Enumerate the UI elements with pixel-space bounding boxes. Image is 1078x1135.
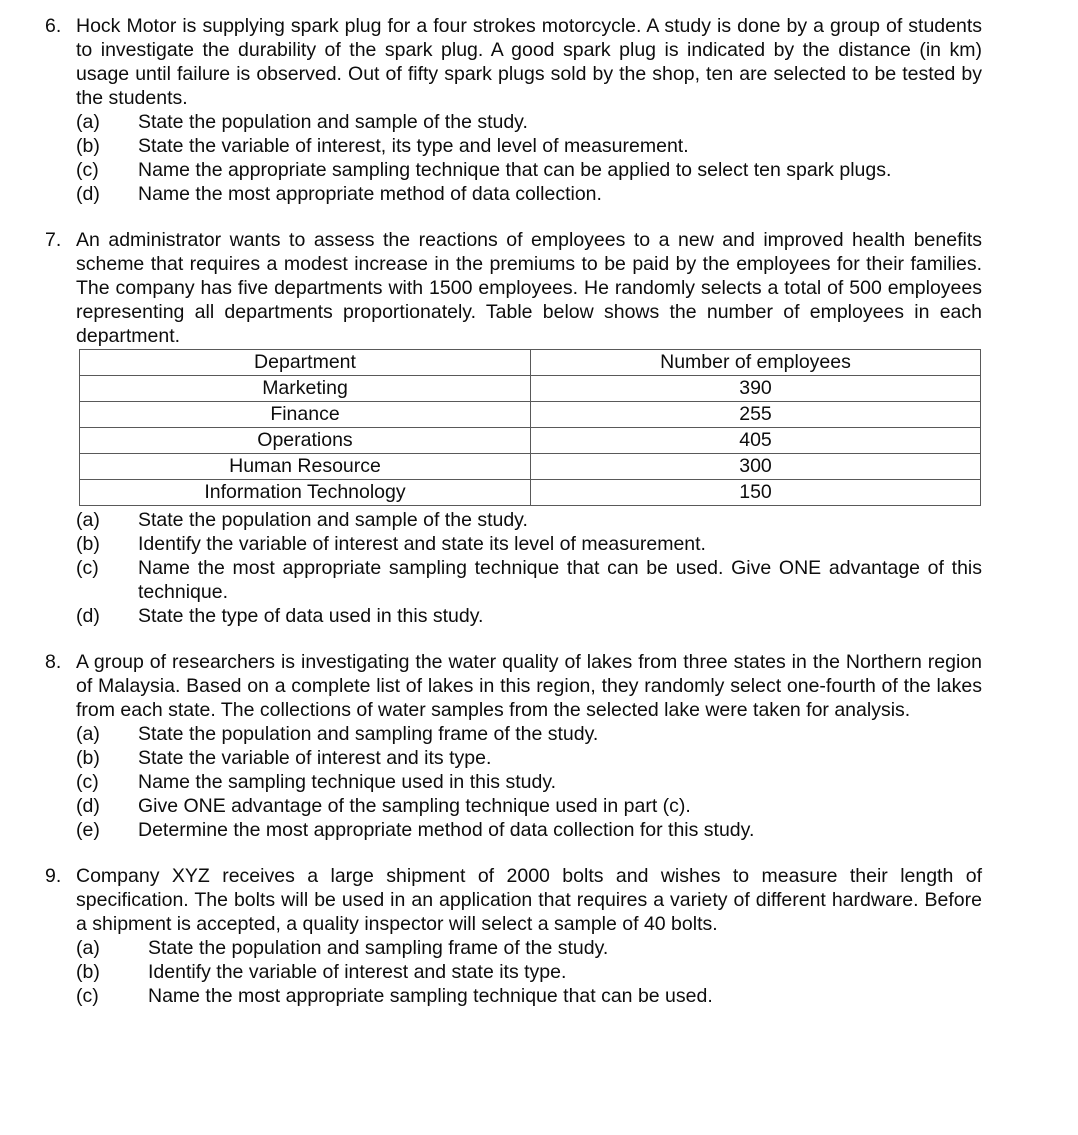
subpart-label: (c) xyxy=(76,985,99,1007)
subpart-label: (c) xyxy=(76,159,99,181)
table-row xyxy=(80,402,981,428)
subpart-text: Identify the variable of interest and state its level of measurement. xyxy=(138,533,706,555)
question-body xyxy=(76,864,982,1008)
cell-employee-count: 255 xyxy=(531,402,981,428)
column-header-number-of-employees: Number of employees xyxy=(531,350,981,376)
subpart-text: State the population and sampling frame of the study. xyxy=(138,723,599,745)
question-stem: A group of researchers is investigating the water quality of lakes from three states in the Northern region of Malaysia. Based on a complete list of lakes in this region, they randomly select one-fourth of the lakes from each state. The collections of water samples from the selected lake were taken for analysis. xyxy=(76,651,982,721)
table-row xyxy=(80,454,981,480)
subpart-label: (a) xyxy=(76,723,100,745)
subpart-label: (c) xyxy=(76,771,99,793)
table-row xyxy=(80,376,981,402)
department-employees-table xyxy=(79,349,981,506)
question-number: 8. xyxy=(45,651,62,673)
subpart-text: Name the sampling technique used in this study. xyxy=(138,771,557,793)
subpart-item xyxy=(76,936,982,960)
subpart-item xyxy=(76,818,982,842)
subpart-label: (a) xyxy=(76,509,100,531)
question-stem: Company XYZ receives a large shipment of 2000 bolts and wishes to measure their length of specification. The bolts will be used in an application that requires a variety of different hardware. Before a shipment is accepted, a quality inspector will select a sample of 40 bolts. xyxy=(76,865,982,935)
subpart-label: (d) xyxy=(76,183,100,205)
question-body xyxy=(76,14,982,206)
subpart-label: (d) xyxy=(76,795,100,817)
cell-department: Marketing xyxy=(80,376,531,402)
subpart-text: Determine the most appropriate method of data collection for this study. xyxy=(138,819,755,841)
subpart-label: (b) xyxy=(76,961,100,983)
subpart-item xyxy=(76,794,982,818)
subpart-item xyxy=(76,158,982,182)
subpart-item xyxy=(76,532,982,556)
question-number: 7. xyxy=(45,229,62,251)
subpart-text: State the variable of interest, its type and level of measurement. xyxy=(138,135,689,157)
cell-employee-count: 150 xyxy=(531,480,981,506)
question-stem: An administrator wants to assess the reactions of employees to a new and improved health benefits scheme that requires a modest increase in the premiums to be paid by the employees for their families. The company has five departments with 1500 employees. He randomly selects a total of 500 employees representing all departments proportionately. Table below shows the number of employees in each department. xyxy=(76,229,982,347)
subpart-text: State the population and sample of the study. xyxy=(138,509,528,531)
cell-department: Information Technology xyxy=(80,480,531,506)
subpart-item xyxy=(76,722,982,746)
subpart-label: (b) xyxy=(76,135,100,157)
subpart-text: State the population and sample of the study. xyxy=(138,111,528,133)
subpart-text: State the variable of interest and its type. xyxy=(138,747,492,769)
subpart-item xyxy=(76,746,982,770)
subpart-label: (b) xyxy=(76,747,100,769)
subpart-item xyxy=(76,508,982,532)
subpart-list xyxy=(76,110,982,206)
subpart-text: Name the most appropriate sampling technique that can be used. Give ONE advantage of this technique. xyxy=(138,557,982,603)
subpart-item xyxy=(76,770,982,794)
subpart-item xyxy=(76,556,982,604)
subpart-text: Name the most appropriate sampling technique that can be used. xyxy=(148,985,713,1007)
question-body xyxy=(76,228,982,628)
subpart-label: (d) xyxy=(76,605,100,627)
question-6 xyxy=(45,14,982,206)
table-row xyxy=(80,480,981,506)
table-row xyxy=(80,428,981,454)
subpart-label: (b) xyxy=(76,533,100,555)
question-stem: Hock Motor is supplying spark plug for a four strokes motorcycle. A study is done by a group of students to investigate the durability of the spark plug. A good spark plug is indicated by the distance (in km) usage until failure is observed. Out of fifty spark plugs sold by the shop, ten are selected to be tested by the students. xyxy=(76,15,982,109)
subpart-label: (e) xyxy=(76,819,100,841)
subpart-item xyxy=(76,134,982,158)
subpart-label: (c) xyxy=(76,557,99,579)
question-number: 6. xyxy=(45,15,62,37)
question-9 xyxy=(45,864,982,1008)
subpart-list xyxy=(76,722,982,842)
subpart-item xyxy=(76,604,982,628)
subpart-list xyxy=(76,936,982,1008)
cell-department: Finance xyxy=(80,402,531,428)
cell-employee-count: 405 xyxy=(531,428,981,454)
question-number: 9. xyxy=(45,865,62,887)
subpart-label: (a) xyxy=(76,937,100,959)
cell-department: Operations xyxy=(80,428,531,454)
subpart-text: Name the appropriate sampling technique that can be applied to select ten spark plugs. xyxy=(138,159,892,181)
question-body xyxy=(76,650,982,842)
subpart-item xyxy=(76,984,982,1008)
subpart-item xyxy=(76,182,982,206)
subpart-text: Name the most appropriate method of data collection. xyxy=(138,183,602,205)
question-8 xyxy=(45,650,982,842)
subpart-text: Identify the variable of interest and state its type. xyxy=(148,961,567,983)
table-header-row xyxy=(80,350,981,376)
cell-department: Human Resource xyxy=(80,454,531,480)
subpart-label: (a) xyxy=(76,111,100,133)
cell-employee-count: 390 xyxy=(531,376,981,402)
cell-employee-count: 300 xyxy=(531,454,981,480)
subpart-text: State the population and sampling frame of the study. xyxy=(148,937,609,959)
question-7 xyxy=(45,228,982,628)
column-header-department: Department xyxy=(80,350,531,376)
subpart-item xyxy=(76,110,982,134)
subpart-text: State the type of data used in this study. xyxy=(138,605,484,627)
subpart-text: Give ONE advantage of the sampling technique used in part (c). xyxy=(138,795,691,817)
subpart-item xyxy=(76,960,982,984)
subpart-list xyxy=(76,508,982,628)
